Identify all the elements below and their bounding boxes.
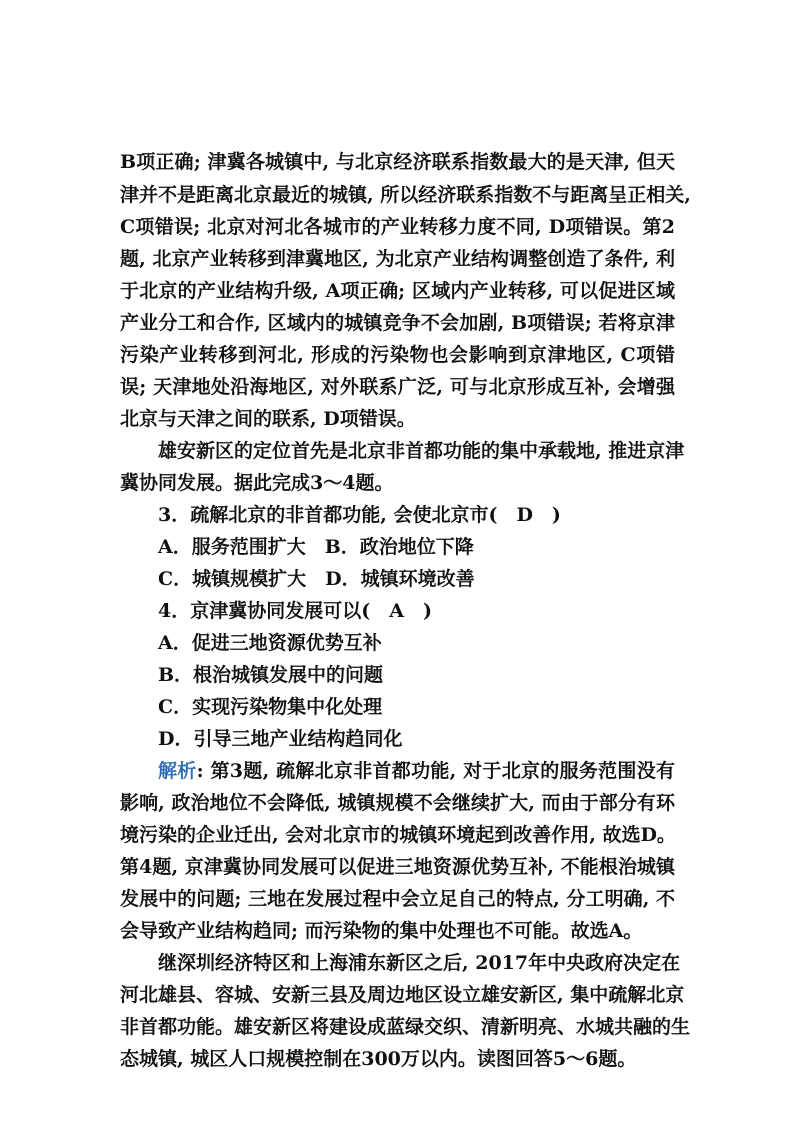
analysis-line: 影响, 政治地位不会降低, 城镇规模不会继续扩大, 而由于部分有环 (120, 792, 675, 814)
passage-line: 河北雄县、容城、安新三县及周边地区设立雄安新区, 集中疏解北京 (120, 984, 685, 1006)
text-line: 污染产业转移到河北, 形成的污染物也会影响到京津地区, C项错 (120, 344, 675, 366)
text-line: 北京与天津之间的联系, D项错误。 (120, 408, 416, 430)
text-line: 于北京的产业结构升级, A项正确; 区域内产业转移, 可以促进区域 (120, 280, 675, 302)
text-line: C项错误; 北京对河北各城市的产业转移力度不同, D项错误。第2 (120, 216, 675, 238)
passage-line: 冀协同发展。据此完成3～4题。 (120, 472, 394, 494)
passage-line: 非首都功能。雄安新区将建设成蓝绿交织、清新明亮、水城共融的生 (120, 1016, 691, 1038)
text-line: B项正确; 津冀各城镇中, 与北京经济联系指数最大的是天津, 但天 (120, 151, 675, 173)
question-3-stem: 3．疏解北京的非首都功能, 会使北京市( D ) (158, 504, 561, 526)
question-4-option-a: A．促进三地资源优势互补 (158, 632, 382, 654)
text-line: 津并不是距离北京最近的城镇, 所以经济联系指数不与距离呈正相关, (120, 184, 691, 206)
question-4-option-d: D．引导三地产业结构趋同化 (158, 728, 403, 750)
question-3-options-row-1: A．服务范围扩大 B．政治地位下降 (158, 536, 474, 558)
text-line: 产业分工和合作, 区域内的城镇竞争不会加剧, B项错误; 若将京津 (120, 312, 675, 334)
question-3-options-row-2: C．城镇规模扩大 D．城镇环境改善 (158, 568, 475, 590)
passage-line: 继深圳经济特区和上海浦东新区之后, 2017年中央政府决定在 (158, 952, 681, 974)
analysis-line: 境污染的企业迁出, 会对北京市的城镇环境起到改善作用, 故选D。 (120, 824, 676, 846)
analysis-line: 第4题, 京津冀协同发展可以促进三地资源优势互补, 不能根治城镇 (120, 856, 675, 878)
passage-line: 雄安新区的定位首先是北京非首都功能的集中承载地, 推进京津 (158, 440, 685, 462)
question-4-stem: 4．京津冀协同发展可以( A ) (158, 600, 432, 622)
analysis-line: 会导致产业结构趋同; 而污染物的集中处理也不可能。故选A。 (120, 920, 643, 942)
text-line: 误; 天津地处沿海地区, 对外联系广泛, 可与北京形成互补, 会增强 (120, 376, 675, 398)
question-4-option-c: C．实现污染物集中化处理 (158, 696, 383, 718)
passage-line: 态城镇, 城区人口规模控制在300万以内。读图回答5～6题。 (120, 1048, 637, 1070)
question-4-option-b: B．根治城镇发展中的问题 (158, 664, 384, 686)
analysis-first-line-text: : 第3题, 疏解北京非首都功能, 对于北京的服务范围没有 (196, 760, 675, 782)
analysis-first-line (158, 756, 675, 786)
analysis-label: 解析 (158, 760, 197, 782)
analysis-line: 发展中的问题; 三地在发展过程中会立足自己的特点, 分工明确, 不 (120, 888, 675, 910)
text-line: 题, 北京产业转移到津冀地区, 为北京产业结构调整创造了条件, 利 (120, 248, 675, 270)
